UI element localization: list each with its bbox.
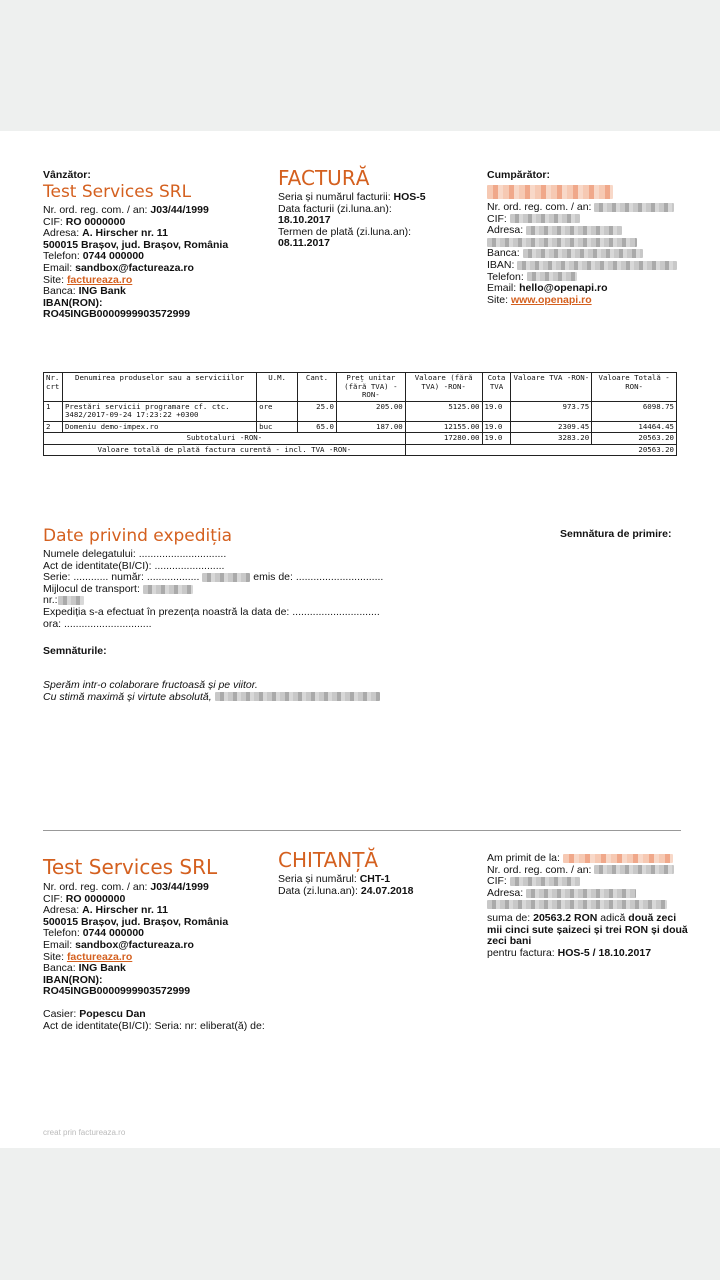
series-redacted <box>202 573 250 582</box>
sum-value: 20563.2 RON <box>533 911 598 924</box>
invoice-date-value: 18.10.2017 <box>278 214 331 227</box>
subtotal-vat: 3283.20 <box>511 433 592 445</box>
column-header: Nr. crt <box>44 373 63 402</box>
section-divider <box>43 830 681 831</box>
cashier-label: Casier: <box>43 1007 77 1020</box>
payer-address2-redacted <box>487 900 667 909</box>
buyer-cif-redacted <box>510 214 580 223</box>
table-cell: 2 <box>44 421 63 433</box>
table-cell: 973.75 <box>511 401 592 421</box>
closing-line-1: Sperăm intr-o colaborare fructoasă și pe viitor. <box>43 679 258 691</box>
receipt-reg-label: Nr. ord. reg. com. / an: <box>43 881 148 893</box>
buyer-iban-label: IBAN: <box>487 258 515 271</box>
buyer-block <box>487 169 687 306</box>
buyer-address2-redacted <box>487 238 637 247</box>
receipt-address-line2: 500015 Brașov, jud. Brașov, România <box>43 915 229 928</box>
for-invoice-value: HOS-5 / 18.10.2017 <box>557 946 652 959</box>
table-cell: 12155.00 <box>405 421 482 433</box>
buyer-email-value: hello@openapi.ro <box>519 282 608 295</box>
receipt-date-label: Data (zi.luna.an): <box>278 884 358 897</box>
receipt-signature-label: Semnătura de primire: <box>560 528 672 540</box>
nr-line: nr.: <box>43 594 58 607</box>
buyer-reg-label: Nr. ord. reg. com. / an: <box>487 201 592 213</box>
table-cell: 6098.75 <box>592 401 677 421</box>
buyer-cif-label: CIF: <box>487 212 507 225</box>
receipt-email-value: sandbox@factureaza.ro <box>75 938 194 951</box>
seller-address-label: Adresa: <box>43 227 80 240</box>
invoice-date-label: Data facturii (zi.luna.an): <box>278 202 392 215</box>
subtotal-total: 20563.20 <box>592 433 677 445</box>
seller-iban-label: IBAN(RON): <box>43 296 103 309</box>
grand-total-label: Valoare totală de plată factura curentă - incl. TVA -RON- <box>44 444 406 456</box>
shipping-details <box>43 549 463 630</box>
seller-cif-value: RO 0000000 <box>65 215 126 228</box>
buyer-email-label: Email: <box>487 282 517 295</box>
receipt-series-label: Seria și numărul: <box>278 873 357 885</box>
seller-phone-label: Telefon: <box>43 250 80 263</box>
subtotal-row <box>44 433 677 445</box>
seller-address-value: A. Hirscher nr. 11 <box>82 227 168 240</box>
payer-name-redacted <box>563 854 673 863</box>
buyer-site-label: Site: <box>487 293 509 306</box>
buyer-iban-redacted <box>517 261 677 270</box>
column-header: Valoare TVA -RON- <box>511 373 592 402</box>
table-cell: 1 <box>44 401 63 421</box>
seller-iban-value: RO45INGB0000999903572999 <box>43 308 191 321</box>
footer-credit: creat prin factureaza.ro <box>43 1128 126 1137</box>
buyer-phone-label: Telefon: <box>487 270 524 283</box>
buyer-address-label: Adresa: <box>487 224 524 237</box>
seller-bank-label: Banca: <box>43 285 76 298</box>
receipt-header <box>278 849 478 897</box>
transport-redacted <box>143 585 193 594</box>
seller-name: Test Services SRL <box>43 182 192 202</box>
sum-label: suma de: <box>487 911 531 924</box>
receipt-email-label: Email: <box>43 938 73 951</box>
buyer-bank-label: Banca: <box>487 247 520 260</box>
column-header: Preț unitar (fără TVA) -RON- <box>336 373 405 402</box>
table-cell: buc <box>257 421 298 433</box>
received-label: Am primit de la: <box>487 852 560 864</box>
buyer-phone-redacted <box>527 272 577 281</box>
document-page <box>0 131 720 1148</box>
receipt-phone-value: 0744 000000 <box>82 927 145 940</box>
seller-label: Vânzător: <box>43 169 91 181</box>
table-cell: 19.0 <box>482 401 511 421</box>
column-header: Denumirea produselor sau a serviciilor <box>62 373 256 402</box>
receipt-bank-label: Banca: <box>43 962 76 975</box>
receipt-address2-label: Adresa: <box>487 886 524 899</box>
hour-line: ora: .............................. <box>43 617 152 630</box>
payer-reg-redacted <box>594 865 674 874</box>
table-cell: 25.0 <box>298 401 337 421</box>
column-header: U.M. <box>257 373 298 402</box>
closing-text <box>43 680 463 703</box>
receipt-seller-name: Test Services SRL <box>43 855 218 879</box>
seller-block <box>43 169 273 321</box>
receipt-phone-label: Telefon: <box>43 927 80 940</box>
series-line: Serie: ............ număr: .................. <box>43 571 200 584</box>
issued-line: emis de: .............................. <box>253 571 384 584</box>
buyer-address-redacted <box>526 226 622 235</box>
receipt-cif-value: RO 0000000 <box>65 892 126 905</box>
table-cell: 19.0 <box>482 421 511 433</box>
column-header: Valoare (fără TVA) -RON- <box>405 373 482 402</box>
receipt-address-label: Adresa: <box>43 904 80 917</box>
seller-site-label: Site: <box>43 273 65 286</box>
seller-phone-value: 0744 000000 <box>82 250 145 263</box>
grand-total-value: 20563.20 <box>405 444 676 456</box>
closing-line-2: Cu stimă maximă și virtute absolută, <box>43 690 212 703</box>
receipt-series-value: CHT-1 <box>359 873 391 885</box>
buyer-bank-redacted <box>523 249 643 258</box>
buyer-label: Cumpărător: <box>487 169 551 181</box>
invoice-title: FACTURĂ <box>278 166 370 190</box>
grand-total-row <box>44 444 677 456</box>
subtotal-value: 17280.00 <box>405 433 482 445</box>
presence-line: Expediția s-a efectuat în prezența noastră la data de: .............................. <box>43 605 380 618</box>
table-cell: 205.00 <box>336 401 405 421</box>
table-row <box>44 401 677 421</box>
table-cell: 65.0 <box>298 421 337 433</box>
table-header-row <box>44 373 677 402</box>
payer-address-redacted <box>526 889 636 898</box>
receipt-bank-value: ING Bank <box>78 962 126 975</box>
receipt-date-value: 24.07.2018 <box>360 884 414 897</box>
column-header: Cant. <box>298 373 337 402</box>
table-cell: 2309.45 <box>511 421 592 433</box>
table-cell: 5125.00 <box>405 401 482 421</box>
transport-line: Mijlocul de transport: <box>43 582 140 595</box>
delegate-line: Numele delegatului: .............................. <box>43 548 227 560</box>
for-invoice-label: pentru factura: <box>487 946 555 959</box>
seller-site-link[interactable]: factureaza.ro <box>66 273 133 286</box>
receipt-seller-block <box>43 856 273 1032</box>
signatures-label: Semnăturile: <box>43 645 107 657</box>
invoice-items-table <box>43 372 677 456</box>
receipt-iban-label: IBAN(RON): <box>43 973 103 986</box>
receipt-cif2-label: CIF: <box>487 875 507 888</box>
subtotal-vat-rate: 19.0 <box>482 433 511 445</box>
table-cell: 14464.45 <box>592 421 677 433</box>
buyer-name-redacted <box>487 185 613 199</box>
id-doc-line: Act de identitate(BI/CI): ........................ <box>43 559 225 572</box>
cashier-value: Popescu Dan <box>79 1007 146 1020</box>
column-header: Cota TVA <box>482 373 511 402</box>
seller-reg-label: Nr. ord. reg. com. / an: <box>43 204 148 216</box>
sum-words-prefix: adică <box>600 911 626 924</box>
column-header: Valoare Totală -RON- <box>592 373 677 402</box>
seller-bank-value: ING Bank <box>78 285 126 298</box>
receipt-iban-value: RO45INGB0000999903572999 <box>43 985 191 998</box>
invoice-series-label: Seria și numărul facturii: <box>278 191 391 203</box>
receipt-id-line: Act de identitate(BI/CI): Seria: nr: eliberat(ă) de: <box>43 1019 265 1032</box>
seller-address-line2: 500015 Brașov, jud. Brașov, România <box>43 238 229 251</box>
seller-cif-label: CIF: <box>43 215 63 228</box>
receipt-site-label: Site: <box>43 950 65 963</box>
invoice-series-value: HOS-5 <box>393 191 426 203</box>
buyer-reg-redacted <box>594 203 674 212</box>
receipt-payer-block <box>487 853 692 959</box>
receipt-address-value: A. Hirscher nr. 11 <box>82 904 168 917</box>
seller-email-value: sandbox@factureaza.ro <box>75 261 194 274</box>
sum-words: două zeci mii cinci sute șaizeci și trei RON și două zeci bani <box>487 911 688 948</box>
nr-redacted <box>58 596 84 605</box>
table-cell: Prestări servicii programare cf. ctc. 3482/2017-09-24 17:23:22 +0300 <box>62 401 256 421</box>
receipt-title: CHITANȚĂ <box>278 848 379 872</box>
seller-reg-value: J03/44/1999 <box>150 204 209 216</box>
invoice-header <box>278 167 478 250</box>
subtotal-label: Subtotaluri -RON- <box>44 433 406 445</box>
closing-name-redacted <box>215 692 380 701</box>
table-cell: 187.00 <box>336 421 405 433</box>
invoice-due-value: 08.11.2017 <box>278 237 330 250</box>
invoice-due-label: Termen de plată (zi.luna.an): <box>278 225 412 238</box>
receipt-reg2-label: Nr. ord. reg. com. / an: <box>487 863 592 876</box>
table-cell: Domeniu demo-impex.ro <box>62 421 256 433</box>
receipt-site-link[interactable]: factureaza.ro <box>66 950 133 963</box>
seller-email-label: Email: <box>43 261 73 274</box>
table-row <box>44 421 677 433</box>
receipt-reg-value: J03/44/1999 <box>150 881 209 893</box>
shipping-title: Date privind expediția <box>43 526 233 546</box>
receipt-cif-label: CIF: <box>43 892 63 905</box>
payer-cif-redacted <box>510 877 580 886</box>
buyer-site-link[interactable]: www.openapi.ro <box>510 293 592 306</box>
table-cell: ore <box>257 401 298 421</box>
